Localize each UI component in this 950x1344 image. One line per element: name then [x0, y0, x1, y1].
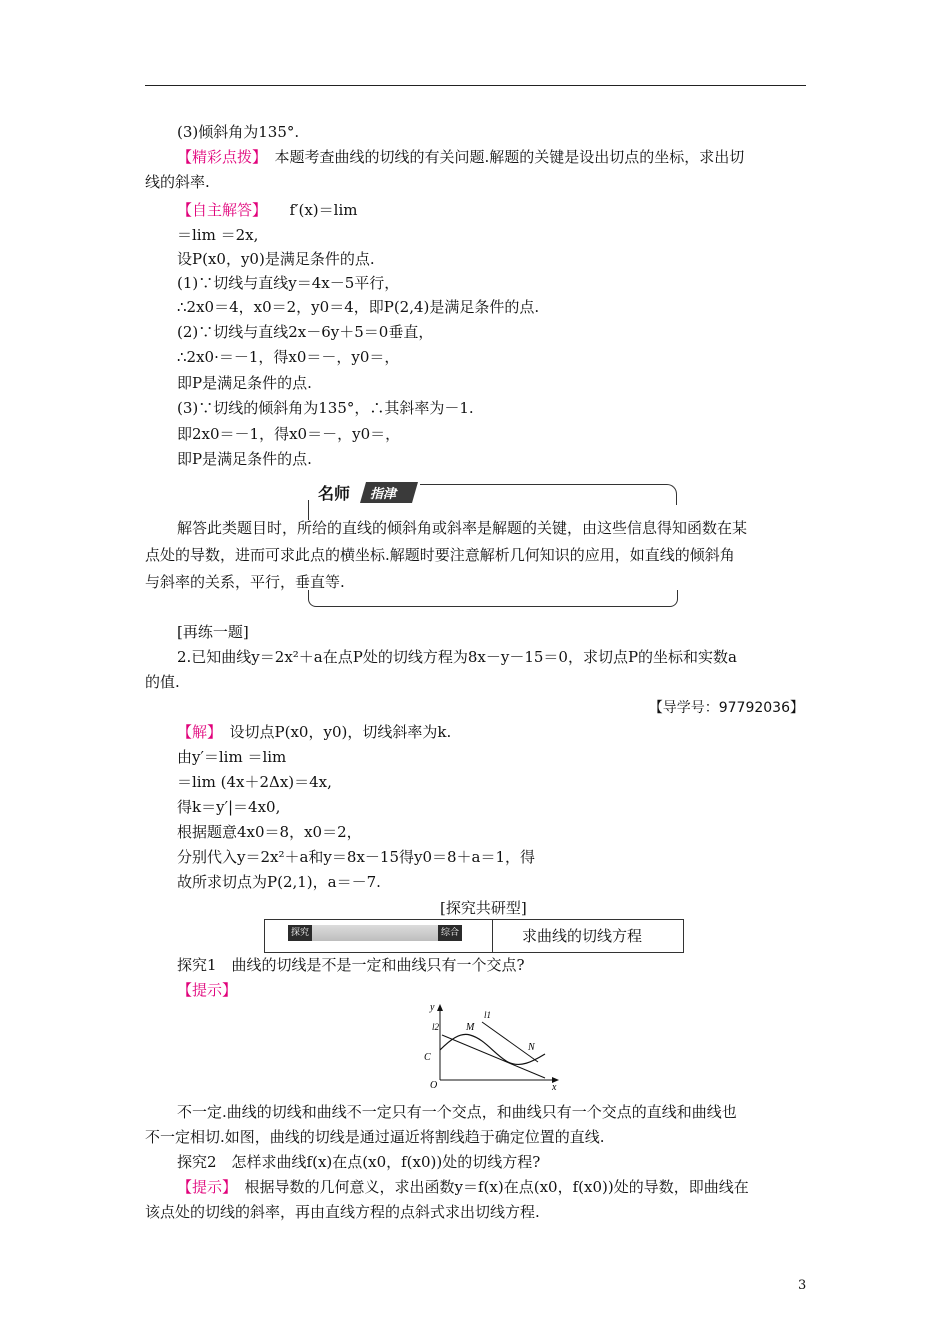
jingcai-text: 本题考查曲线的切线的有关问题.解题的关键是设出切点的坐标，求出切 — [274, 148, 745, 166]
jingcai-tag: 【精彩点拨】 — [177, 148, 260, 166]
mingshi-box-left — [308, 500, 309, 520]
explain-1: 不一定.曲线的切线和曲线不一定只有一个交点，和曲线只有一个交点的直线和曲线也 — [177, 1103, 737, 1121]
tanjiu-1: 探究1 曲线的切线是不是一定和曲线只有一个交点? — [177, 956, 525, 974]
label-n: N — [528, 1042, 535, 1053]
zhijin-label: 指津 — [370, 487, 397, 502]
explain-2: 不一定相切.如图，曲线的切线是通过逼近将割线趋于确定位置的直线. — [145, 1128, 605, 1146]
tanjiu-2: 探究2 怎样求曲线f(x)在点(x0，f(x0))处的切线方程? — [177, 1153, 541, 1171]
jingcai-text-2: 线的斜率. — [145, 173, 210, 191]
line-case2c: 即P是满足条件的点. — [177, 374, 312, 392]
label-c: C — [424, 1052, 431, 1063]
label-m: M — [466, 1022, 475, 1033]
tanjiu-point-label: 探究点 — [288, 925, 312, 941]
zonghe-label: 综合类 — [438, 925, 462, 941]
tishi-2-tag: 【提示】 — [177, 1178, 230, 1196]
question-2-end: 的值. — [145, 673, 180, 691]
tanjiu-topic: 求曲线的切线方程 — [522, 927, 643, 945]
mingshi-para-3: 与斜率的关系，平行，垂直等. — [145, 573, 345, 591]
line-inclination: (3)倾斜角为135°. — [177, 123, 300, 141]
label-o: O — [430, 1080, 438, 1090]
line-case2b: ∴2x0·＝－1，得x0＝－，y0＝， — [177, 348, 400, 366]
mingshi-para-2: 点处的导数，进而可求此点的横坐标.解题时要注意解析几何知识的应用，如直线的倾斜角 — [145, 546, 735, 564]
mingshi-box-top — [420, 484, 677, 505]
line-case1b: ∴2x0＝4，x0＝2，y0＝4，即P(2,4)是满足条件的点. — [177, 298, 540, 316]
tishi-2-text-2: 该点处的切线的斜率，再由直线方程的点斜式求出切线方程. — [145, 1203, 540, 1221]
page-number: 3 — [798, 1278, 807, 1293]
solution-step-6: 故所求切点为P(2,1)，a＝－7. — [177, 873, 381, 891]
mingshi-label: 名师 — [318, 484, 351, 503]
jie-text: 设切点P(x0，y0)，切线斜率为k. — [229, 723, 452, 741]
solution-step-4: 根据题意4x0＝8，x0＝2， — [177, 823, 362, 841]
zizhu-paragraph — [177, 200, 357, 220]
tishi-2-paragraph — [177, 1177, 749, 1197]
mingshi-box-bottom — [308, 590, 678, 607]
solution-step-1: 由y′＝lim ＝lim — [177, 748, 287, 766]
solution-step-2: ＝lim (4x＋2Δx)＝4x, — [177, 773, 332, 791]
label-l2: l2 — [432, 1022, 440, 1032]
tanjiu-bar-divider — [492, 919, 493, 953]
header-rule — [145, 85, 806, 86]
highlight-paragraph — [177, 147, 744, 167]
solution-step-3: 得k＝y′|＝4x0, — [177, 798, 281, 816]
solution-step-5: 分别代入y＝2x²＋a和y＝8x－15得y0＝8＋a＝1，得 — [177, 848, 536, 866]
label-x: x — [552, 1082, 557, 1090]
zizhu-tag: 【自主解答】 — [177, 201, 260, 219]
mingshi-tab — [310, 479, 420, 505]
jie-tag: 【解】 — [177, 723, 215, 741]
mingshi-para-1: 解答此类题目时，所给的直线的倾斜角或斜率是解题的关键，由这些信息得知函数在某 — [177, 519, 748, 537]
line-case2: (2)∵切线与直线2x－6y＋5＝0垂直， — [177, 323, 434, 341]
question-2: 2.已知曲线y＝2x²＋a在点P处的切线方程为8x－y－15＝0，求切点P的坐标和实数a — [177, 648, 737, 666]
line-case3: (3)∵切线的倾斜角为135°，∴其斜率为－1. — [177, 399, 474, 417]
y-axis-arrow — [437, 1004, 443, 1011]
label-y: y — [430, 1002, 435, 1013]
solution-paragraph — [177, 722, 451, 742]
zizhu-text: f′(x)＝lim — [289, 201, 358, 219]
line-case1: (1)∵切线与直线y＝4x－5平行， — [177, 274, 400, 292]
line-case3b: 即2x0＝－1，得x0＝－，y0＝， — [177, 425, 401, 443]
tanjiu-heading: [探究共研型] — [440, 899, 527, 917]
guide-number: 【导学号：97792036】 — [648, 700, 804, 716]
tishi-tag: 【提示】 — [177, 981, 238, 999]
line-lim-2x: ＝lim ＝2x, — [177, 226, 259, 244]
tishi-2-text: 根据导数的几何意义，求出函数y＝f(x)在点(x0，f(x0))处的导数，即曲线在 — [244, 1178, 749, 1196]
line-set-p: 设P(x0，y0)是满足条件的点. — [177, 250, 375, 268]
line-case3c: 即P是满足条件的点. — [177, 450, 312, 468]
zailian-heading: [再练一题] — [177, 623, 249, 641]
label-l1: l1 — [484, 1010, 492, 1020]
tangent-figure — [420, 1000, 560, 1090]
